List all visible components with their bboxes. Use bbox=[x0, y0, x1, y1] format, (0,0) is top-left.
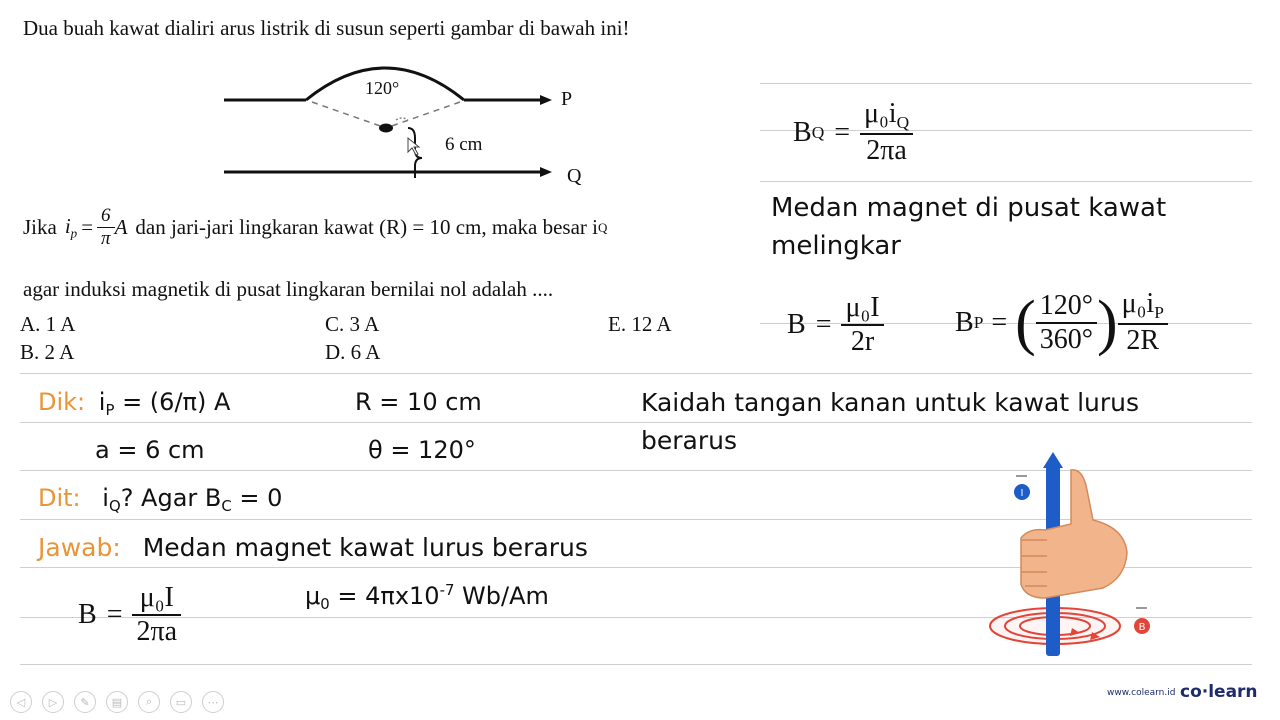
circle-center bbox=[379, 124, 393, 133]
zoom-icon[interactable]: ⌕ bbox=[138, 691, 160, 713]
option-d[interactable]: D. 6 A bbox=[325, 340, 381, 364]
option-c[interactable]: C. 3 A bbox=[325, 312, 380, 336]
option-a[interactable]: A. 1 A bbox=[20, 312, 76, 336]
heading-circular-field-2: melingkar bbox=[771, 231, 901, 261]
formula-bp: B P = ( $\frac{120^\circ}{360^\circ}$ ) $\frac{\mu_0i_P}{2R}$ bbox=[955, 288, 1168, 357]
more-icon[interactable]: ⋯ bbox=[202, 691, 224, 713]
footer-url: www.colearn.id bbox=[1107, 688, 1176, 698]
current-arrow bbox=[1043, 452, 1063, 468]
formula-bq: B Q = $\frac{\mu_0i_Q}{2\pi a}$ bbox=[793, 98, 913, 167]
dit-line: Dit: $i_Q$? Agar $B_C = 0$ bbox=[38, 484, 283, 516]
ip-fraction: $\frac{6}{\pi}$ bbox=[97, 205, 115, 250]
pen-icon[interactable]: ✎ bbox=[74, 691, 96, 713]
svg-text:B: B bbox=[1138, 622, 1146, 633]
radius-right bbox=[386, 102, 460, 128]
distance-label: 6 cm bbox=[445, 134, 483, 155]
radius-left bbox=[312, 102, 386, 128]
pages-icon[interactable]: ▤ bbox=[106, 691, 128, 713]
wire-diagram bbox=[220, 58, 580, 178]
question-stem-line2: agar induksi magnetik di pusat lingkaran bernilai nol adalah .... bbox=[23, 277, 554, 301]
dik-r: R = 10 cm bbox=[355, 388, 482, 416]
dik-theta: θ = 120° bbox=[368, 436, 476, 464]
dik-a: a = 6 cm bbox=[95, 436, 205, 464]
prev-icon[interactable]: ◁ bbox=[10, 691, 32, 713]
heading-circular-field-1: Medan magnet di pusat kawat bbox=[771, 193, 1167, 223]
svg-text:I: I bbox=[1020, 488, 1024, 499]
next-icon[interactable]: ▷ bbox=[42, 691, 64, 713]
question-stem-line1: Jika $i_p$ = $\frac{6}{\pi}$ A dan jari-jari lingkaran kawat (R) = 10 cm, maka besar i Q bbox=[23, 205, 608, 249]
question-intro: Dua buah kawat dialiri arus listrik di susun seperti gambar di bawah ini! bbox=[23, 16, 630, 40]
arrow-p bbox=[540, 95, 552, 105]
right-hand-rule-2: berarus bbox=[641, 426, 737, 455]
right-hand-illustration bbox=[985, 448, 1165, 668]
jawab-line: Jawab: Medan magnet kawat lurus berarus bbox=[38, 533, 588, 562]
hand-icon bbox=[1021, 470, 1127, 598]
wire-q-label: Q bbox=[567, 165, 582, 187]
arrow-q bbox=[540, 167, 552, 177]
mu0-constant: $\mu_0 = 4\pi x10^{-7}$ Wb/Am bbox=[305, 581, 549, 614]
screen-icon[interactable]: ▭ bbox=[170, 691, 192, 713]
option-b[interactable]: B. 2 A bbox=[20, 340, 75, 364]
formula-b-circular: B = $\frac{\text{μ₀I}}{2r}$ bbox=[787, 292, 884, 358]
wire-p-label: P bbox=[561, 88, 573, 110]
angle-label: 120° bbox=[365, 78, 400, 98]
option-e[interactable]: E. 12 A bbox=[608, 312, 672, 336]
dik-line: Dik: $i_P = (6/\pi)$ A bbox=[38, 388, 231, 420]
cursor-icon bbox=[408, 138, 419, 155]
brand-logo: co·learn bbox=[1180, 682, 1258, 702]
formula-b-straight: B = $\frac{\text{μ₀I}}{2\pi a}$ bbox=[78, 582, 181, 648]
right-hand-rule-1: Kaidah tangan kanan untuk kawat lurus bbox=[641, 388, 1140, 417]
